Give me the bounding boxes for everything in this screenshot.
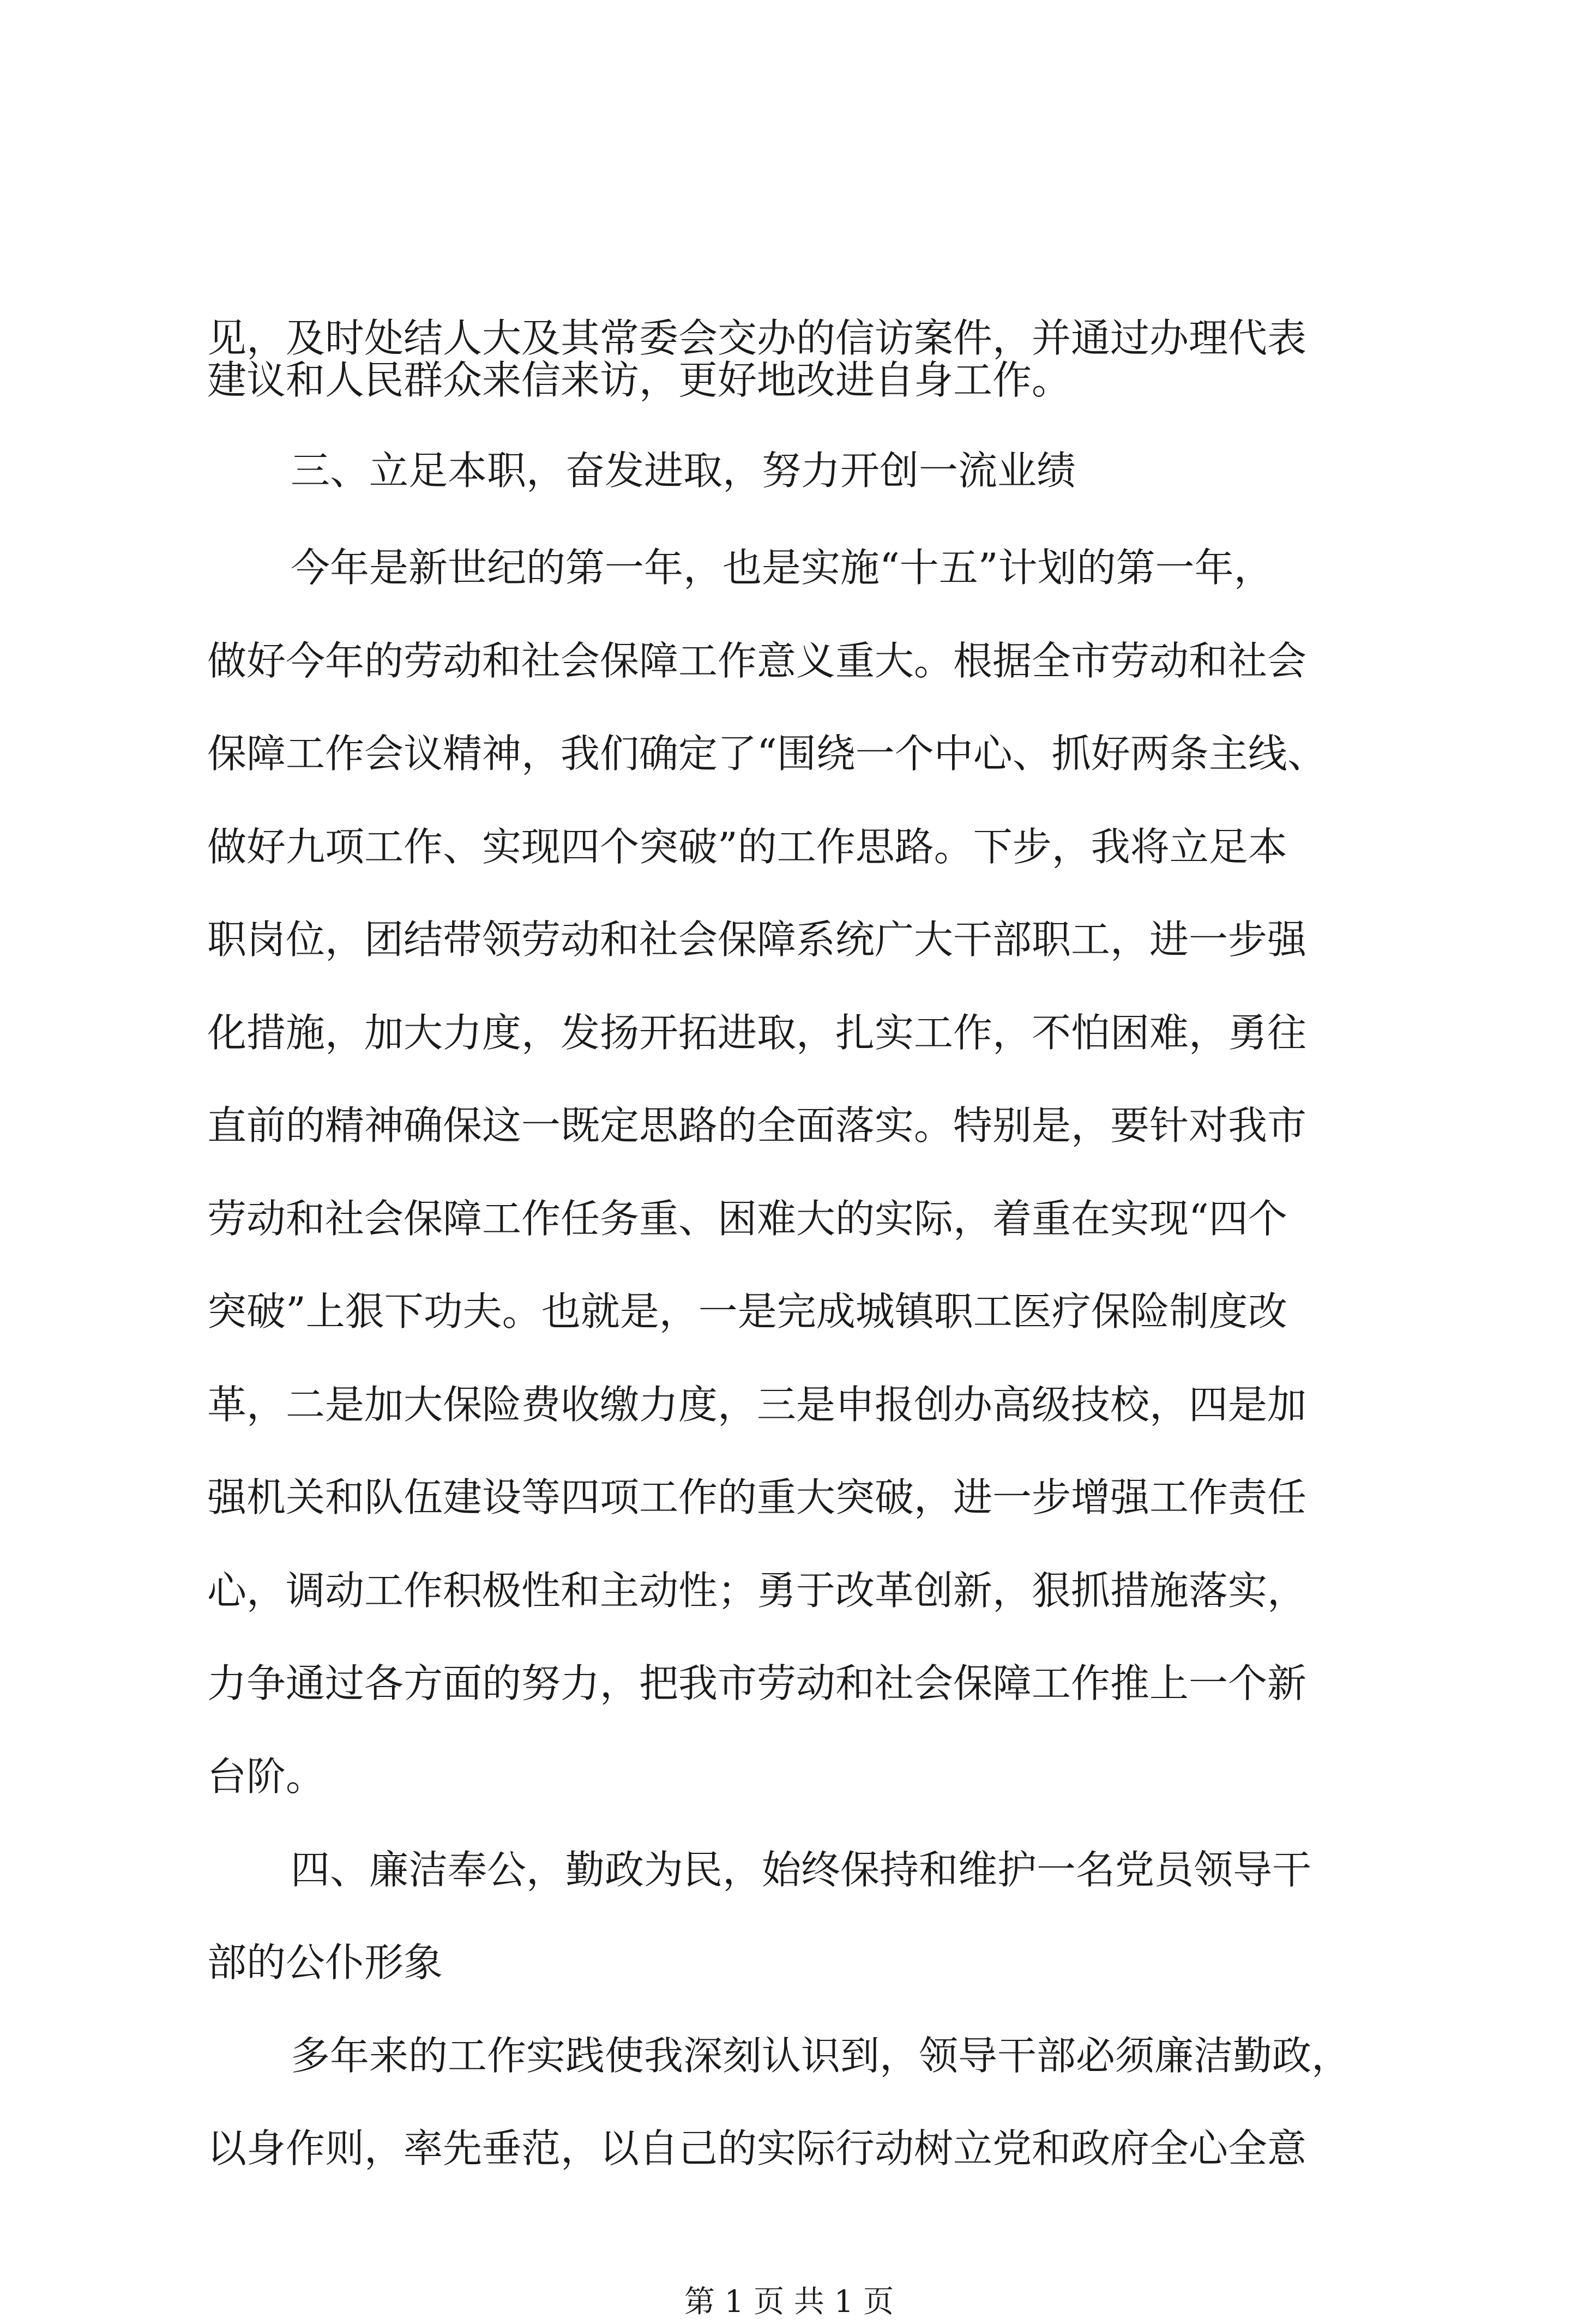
section-heading: 三、立足本职，奋发进取，努力开创一流业绩 [291, 448, 1076, 493]
text-line: 建议和人民群众来信来访，更好地改进自身工作。 [207, 357, 1071, 403]
text-line: 多年来的工作实践使我深刻认识到，领导干部必须廉洁勤政， [291, 2033, 1351, 2079]
text-line: 劳动和社会保障工作任务重、困难大的实际，着重在实现“四个 [207, 1196, 1287, 1242]
text-line: 革，二是加大保险费收缴力度，三是申报创办高级技校，四是加 [207, 1382, 1307, 1428]
section-heading: 四、廉洁奉公，勤政为民，始终保持和维护一名党员领导干 [291, 1847, 1312, 1893]
text-line: 直前的精神确保这一既定思路的全面落实。特别是，要针对我市 [207, 1103, 1307, 1148]
text-line: 台阶。 [207, 1754, 326, 1799]
text-line: 做好今年的劳动和社会保障工作意义重大。根据全市劳动和社会 [207, 638, 1307, 684]
text-line: 化措施，加大力度，发扬开拓进取，扎实工作，不怕困难，勇往 [207, 1010, 1307, 1056]
text-line: 见，及时处结人大及其常委会交办的信访案件，并通过办理代表 [207, 315, 1307, 361]
text-line: 职岗位，团结带领劳动和社会保障系统广大干部职工，进一步强 [207, 917, 1307, 962]
text-line: 以身作则，率先垂范，以自己的实际行动树立党和政府全心全意 [207, 2126, 1307, 2171]
page-footer: 第 1 页 共 1 页 [684, 2284, 894, 2320]
text-line: 力争通过各方面的努力，把我市劳动和社会保障工作推上一个新 [207, 1660, 1307, 1706]
text-line: 突破”上狠下功夫。也就是，一是完成城镇职工医疗保险制度改 [207, 1289, 1287, 1334]
text-line: 强机关和队伍建设等四项工作的重大突破，进一步增强工作责任 [207, 1474, 1307, 1520]
text-line: 心，调动工作积极性和主动性；勇于改革创新，狠抓措施落实， [207, 1568, 1307, 1613]
section-heading-continuation: 部的公仆形象 [207, 1940, 443, 1985]
text-line: 保障工作会议精神，我们确定了“围绕一个中心、抓好两条主线、 [207, 731, 1327, 776]
text-line: 做好九项工作、实现四个突破”的工作思路。下步，我将立足本 [207, 824, 1287, 870]
text-line: 今年是新世纪的第一年，也是实施“十五”计划的第一年， [291, 545, 1273, 591]
